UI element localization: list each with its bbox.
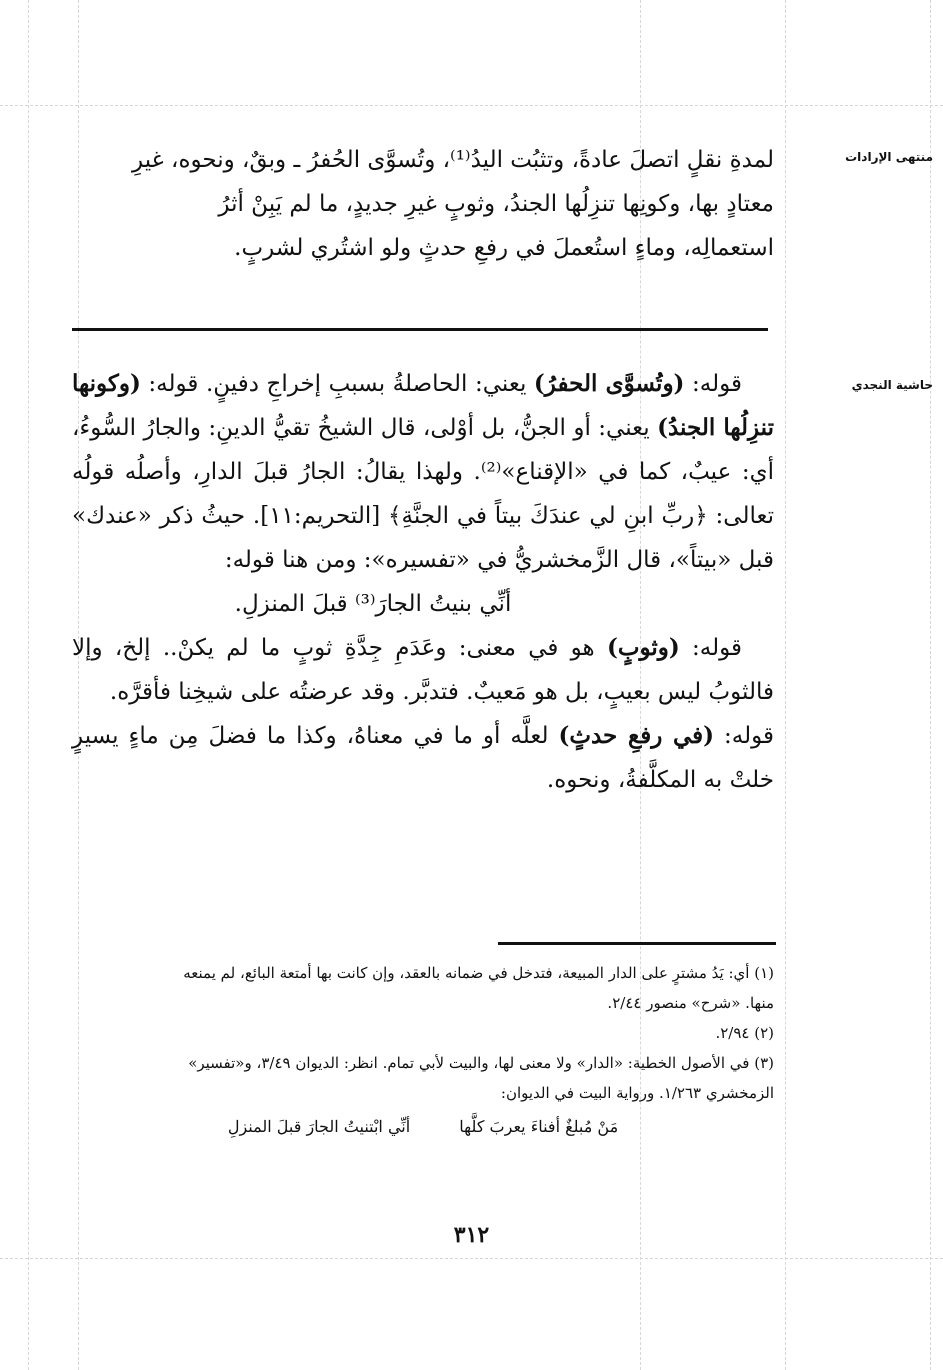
page-number: ٣١٢: [453, 1222, 490, 1248]
verse-hemistich: مَنْ مُبلغٌ أفناءَ يعربَ كلَّها: [459, 1117, 619, 1136]
page-guide-line: [0, 1258, 943, 1259]
main-text-label: منتهى الإرادات: [845, 150, 933, 164]
verse-hemistich: أنِّي ابْتنيتُ الجارَ قبلَ المنزلِ: [227, 1117, 411, 1136]
paragraph-text: يعني: الحاصلةُ بسببِ إخراجِ دفينٍ. قوله:: [140, 371, 534, 397]
page-guide-line: [785, 0, 786, 1370]
paragraph-text: هو في معنى: وعَدَمِ جِدَّةِ ثوبٍ ما لم يكنْ.. إلخ، وإلا فالثوبُ ليس بعيبٍ، بل هو مَعيبٌ. فتدبَّر. وقد عرضتُه على شيخِنا فأقرَّه.: [72, 635, 774, 705]
quoted-term: (وتُسوَّى الحفرُ): [533, 370, 685, 397]
commentary-paragraph: [72, 714, 774, 802]
paragraph-prefix: قوله:: [714, 723, 774, 749]
paragraph-prefix: قوله:: [684, 371, 742, 397]
commentary-paragraph: [72, 362, 774, 582]
footnote-verse: [72, 1112, 774, 1142]
section-divider: [72, 328, 768, 331]
footnote-line: (٣) في الأصول الخطية: «الدار» ولا معنى لها، والبيت لأبي تمام. انظر: الديوان ٣/٤٩، و«تفسير»: [188, 1054, 774, 1072]
commentary-label: حاشية النجدي: [851, 378, 933, 392]
footnote-divider: [498, 942, 776, 945]
main-text: [72, 138, 774, 270]
footnote-line: (١) أي: يَدُ مشترٍ على الدار المبيعة، فتدخل في ضمانه بالعقد، وإن كانت بها أمتعة البائع، لم يمنعه: [183, 964, 774, 982]
paragraph-text: لعلَّه أو ما في معناهُ، وكذا ما فضلَ مِن ماءٍ يسيرٍ خلتْ به المكلَّفةُ، ونحوه.: [72, 723, 774, 793]
quoted-term: (في رفعِ حدثٍ): [558, 722, 715, 749]
main-text-line: لمدةِ نقلٍ اتصلَ عادةً، وتثبُت اليدُ⁽¹⁾، وتُسوَّى الحُفرُ ـ وبقٌ، ونحوه، غيرِ: [132, 147, 774, 173]
page-guide-line: [28, 0, 29, 1370]
commentary-text: [72, 362, 774, 802]
quoted-term: (وكونها تنزِلُها الجندُ): [72, 370, 775, 441]
footnote-line: (٢) ٢/٩٤.: [715, 1024, 774, 1042]
footnote-line: الزمخشري ١/٢٦٣. ورواية البيت في الديوان:: [500, 1084, 774, 1102]
footnote-line: منها. «شرح» منصور ٢/٤٤.: [607, 994, 774, 1012]
poetry-verse: أنِّي بنيتُ الجارَ⁽³⁾ قبلَ المنزلِ.: [234, 591, 512, 617]
page-guide-line: [0, 105, 943, 106]
paragraph-text: يعني: أو الجنُّ، بل أوْلى، قال الشيخُ تقيُّ الدينِ: والجارُ السُّوءُ، أي: عيبٌ، كما في «الإقناع»⁽²⁾. ولهذا يقالُ: الجارُ قبلَ الدارِ، وأصلُه قولُه تعالى: ﴿ربِّ ابنِ لي عندَكَ بيتاً في الجنَّةِ﴾ [التحريم:١١]. حيثُ ذكر «عندك» قبل «بيتاً»، قال الزَّمخشريُّ في «تفسيره»: ومن هنا قوله:: [72, 415, 774, 573]
main-text-line: معتادٍ بها، وكونِها تنزِلُها الجندُ، وثوبٍ غيرِ جديدٍ، ما لم يَبِنْ أثرُ: [218, 191, 774, 217]
footnotes: [72, 958, 774, 1142]
quoted-term: (وثوبٍ): [606, 634, 680, 661]
commentary-paragraph: [72, 626, 774, 714]
page-guide-line: [930, 0, 931, 1370]
main-text-line: استعمالِه، وماءٍ استُعملَ في رفعِ حدثٍ ولو اشتُري لشربٍ.: [234, 235, 774, 261]
paragraph-prefix: قوله:: [679, 635, 742, 661]
